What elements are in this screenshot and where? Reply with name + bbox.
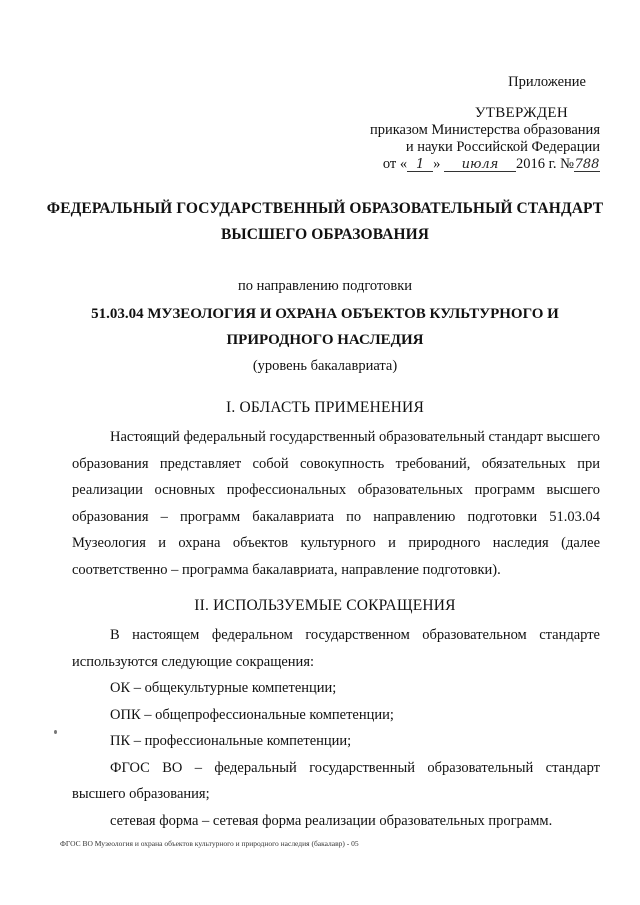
date-prefix: от « xyxy=(382,156,408,172)
title-line-2: ВЫСШЕГО ОБРАЗОВАНИЯ xyxy=(220,226,430,243)
document-title xyxy=(40,196,610,248)
section-1-paragraph: Настоящий федеральный государственный образовательный стандарт высшего образования представляет собой совокупность требований, обязательных при реализации основных профессиональных образовательных программ высшего образования – программ бакалавриата по направлению подготовки 51.03.04 Музеология и охрана объектов культурного и природного наследия (далее соответственно – программа бакалавриата, направление подготовки). xyxy=(72,429,600,578)
section-2-body xyxy=(72,622,600,834)
approval-block xyxy=(0,74,600,173)
appendix-label: Приложение xyxy=(508,74,586,90)
approved-label: УТВЕРЖДЕН xyxy=(474,105,568,121)
quote-close: » xyxy=(433,156,441,172)
level-label: (уровень бакалавриата) xyxy=(252,358,398,374)
order-date-line xyxy=(0,156,600,173)
handwritten-day: 1 xyxy=(407,158,433,172)
direction-title-line-2: ПРИРОДНОГО НАСЛЕДИЯ xyxy=(226,332,424,348)
abbreviation-item: ПК – профессиональные компетенции; xyxy=(110,733,352,749)
title-line-1: ФЕДЕРАЛЬНЫЙ ГОСУДАРСТВЕННЫЙ ОБРАЗОВАТЕЛЬНЫЙ СТАНДАРТ xyxy=(46,200,604,217)
order-year: 2016 г. № xyxy=(515,156,574,172)
handwritten-month: июля xyxy=(444,158,516,172)
abbreviation-item: ФГОС ВО – федеральный государственный образовательный стандарт высшего образования; xyxy=(72,759,600,802)
abbreviation-item: сетевая форма – сетевая форма реализации образовательных программ. xyxy=(110,812,553,829)
scan-speck xyxy=(54,730,57,734)
section-1-heading: I. ОБЛАСТЬ ПРИМЕНЕНИЯ xyxy=(226,399,424,416)
direction-title-line-1: 51.03.04 МУЗЕОЛОГИЯ И ОХРАНА ОБЪЕКТОВ КУЛЬТУРНОГО И xyxy=(91,306,559,322)
page-footer: ФГОС ВО Музеология и охрана объектов культурного и природного наследия (бакалавр) - 05 xyxy=(60,839,359,848)
section-2-heading: II. ИСПОЛЬЗУЕМЫЕ СОКРАЩЕНИЯ xyxy=(194,597,456,614)
section-1-body xyxy=(72,424,600,583)
handwritten-order-number: 788 xyxy=(574,157,600,172)
direction-label: по направлению подготовки xyxy=(237,278,413,294)
order-line-1: приказом Министерства образования xyxy=(369,122,600,138)
direction-code-title xyxy=(40,301,610,353)
abbreviation-item: ОК – общекультурные компетенции; xyxy=(110,680,337,696)
abbreviation-item: ОПК – общепрофессиональные компетенции; xyxy=(110,706,394,723)
direction-block xyxy=(40,273,610,379)
order-line-2: и науки Российской Федерации xyxy=(405,139,600,155)
section-2-intro: В настоящем федеральном государственном образовательном стандарте используются следующие сокращения: xyxy=(72,627,600,670)
